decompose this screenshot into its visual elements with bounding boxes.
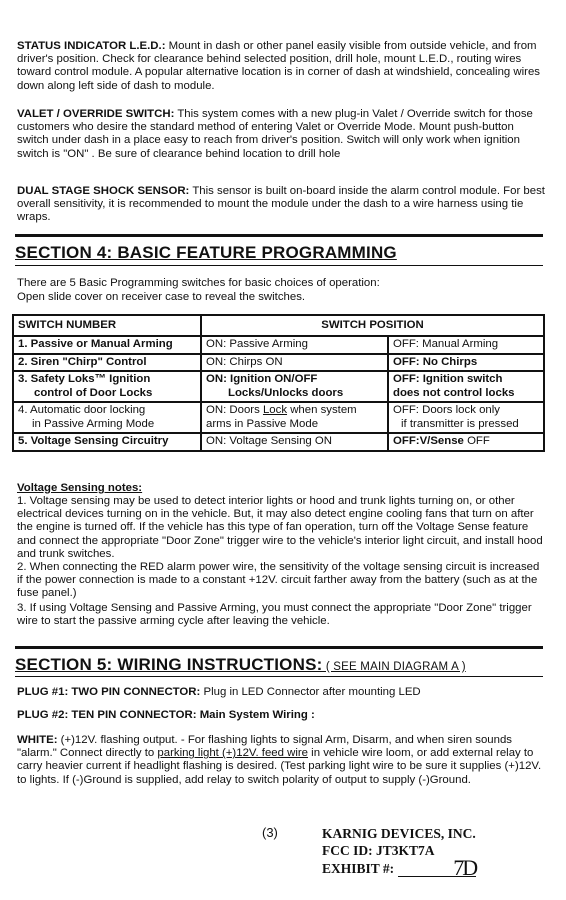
table-row <box>13 433 544 451</box>
company-block <box>322 825 477 880</box>
plug1-lead: PLUG #1: TWO PIN CONNECTOR: <box>17 686 201 698</box>
row2-number: 2. Siren "Chirp" Control <box>13 354 201 372</box>
valet-switch-text: This system comes with a new plug-in Valet / Override switch for those customers who desire the standard method of entering Valet or Override Mode. Mount push-button switch under dash in a place easy to reach from driver's position. Switch will only work when ignition switch is "ON" . Be sure of clearance behind location to drill hole <box>17 108 533 160</box>
page-number: (3) <box>262 825 278 840</box>
section4-bottom-rule <box>15 265 543 266</box>
row1-on: ON: Passive Arming <box>201 336 388 354</box>
row3-number <box>13 371 201 402</box>
status-led-paragraph <box>17 40 547 93</box>
table-row <box>13 371 544 402</box>
status-led-text: Mount in dash or other panel easily visible from outside vehicle, and from driver's position. Check for clearance behind selected position, drill hole, mount L.E.D., routing wires toward control module. A popular alternative location is in corner of dash at windshield, concealing wires down along left side of dash to module. <box>17 40 540 92</box>
white-wire-text2: in vehicle wire loom, or add external relay to carry heavier current if headlight flashing is desired. (Test parking light wire to be sure it supplies (+)12V. to lights. If (-)Ground is supplied, add relay to switch polarity of output to supply (-)Ground. <box>17 747 542 786</box>
row4-off-line1: OFF: Doors lock only <box>393 404 500 416</box>
exhibit-handwritten: 7D <box>453 855 477 880</box>
row4-number-line2: in Passive Arming Mode <box>32 417 155 430</box>
white-wire-underlined: parking light (+)12V. feed wire <box>157 747 308 760</box>
col-switch-number: SWITCH NUMBER <box>13 315 201 336</box>
row3-on <box>201 371 388 402</box>
section5-note: ( SEE MAIN DIAGRAM A ) <box>322 661 466 673</box>
table-row <box>13 336 544 354</box>
row3-number-line2: control of Door Locks <box>34 386 153 399</box>
row2-off: OFF: No Chirps <box>388 354 544 372</box>
row4-on-c: when system <box>287 404 357 416</box>
section4-top-rule <box>15 234 543 237</box>
section5-title: SECTION 5: WIRING INSTRUCTIONS: <box>15 655 323 674</box>
valet-switch-lead: VALET / OVERRIDE SWITCH: <box>17 108 175 120</box>
row2-on: ON: Chirps ON <box>201 354 388 372</box>
row3-number-line1: 3. Safety Loks™ Ignition <box>18 373 151 385</box>
row4-off-line2: if transmitter is pressed <box>401 417 519 430</box>
exhibit-line <box>322 855 477 880</box>
row1-off: OFF: Manual Arming <box>388 336 544 354</box>
valet-switch-paragraph <box>17 108 547 161</box>
row5-on: ON: Voltage Sensing ON <box>201 433 388 451</box>
switch-table-header <box>13 315 544 336</box>
row4-on-line1 <box>206 404 383 418</box>
col-switch-position: SWITCH POSITION <box>201 315 544 336</box>
white-wire-lead: WHITE: <box>17 734 58 746</box>
status-led-lead: STATUS INDICATOR L.E.D.: <box>17 40 166 52</box>
row4-off <box>388 402 544 433</box>
row1-number: 1. Passive or Manual Arming <box>13 336 201 354</box>
row3-off <box>388 371 544 402</box>
row3-off-line2: does not control locks <box>393 386 515 399</box>
voltage-note-1: 1. Voltage sensing may be used to detect interior lights or hood and trunk lights turning on, or other electrical devices turning on in the vehicle. But, it may also detect engine cooling fans that turn on after the engine is turned off. If the vehicle has this type of fan operation, turn off the Voltage Sense feature and connect the appropriate "Door Zone" trigger wire to the vehicle's interior light circuit, and install hood and trunk switches. <box>17 495 543 560</box>
row4-on <box>201 402 388 433</box>
section5-heading <box>15 655 541 675</box>
exhibit-label: EXHIBIT #: <box>322 861 395 876</box>
white-wire-paragraph <box>17 734 547 787</box>
voltage-notes-heading: Voltage Sensing notes: <box>17 482 143 494</box>
company-name: KARNIG DEVICES, INC. <box>322 826 476 841</box>
switch-table <box>12 314 545 452</box>
section4-intro-2: Open slide cover on receiver case to reveal the switches. <box>17 291 306 303</box>
row5-number: 5. Voltage Sensing Circuitry <box>13 433 201 451</box>
row4-number-line1: 4. Automatic door locking <box>18 404 146 416</box>
row3-on-line2: Locks/Unlocks doors <box>228 386 344 399</box>
section4-heading: SECTION 4: BASIC FEATURE PROGRAMMING <box>15 243 397 262</box>
plug2-lead: PLUG #2: TEN PIN CONNECTOR: <box>17 709 197 721</box>
plug2-text: Main System Wiring : <box>196 709 315 721</box>
row4-on-line2: arms in Passive Mode <box>206 417 319 430</box>
section5-bottom-rule <box>15 676 543 677</box>
plug1-text: Plug in LED Connector after mounting LED <box>200 686 421 698</box>
row4-on-a: ON: Doors <box>206 404 263 416</box>
plug1-paragraph <box>17 686 547 699</box>
fcc-id: FCC ID: JT3KT7A <box>322 843 435 858</box>
row4-number <box>13 402 201 433</box>
row5-off-b: OFF <box>463 435 490 447</box>
table-row <box>13 354 544 372</box>
row3-off-line1: OFF: Ignition switch <box>393 373 503 385</box>
white-wire-text1: (+)12V. flashing output. - For flashing lights to signal Arm, Disarm, and when siren sounds "alarm." Connect directly to <box>17 734 512 760</box>
row5-off-a: OFF:V/Sense <box>393 435 464 447</box>
row5-off <box>388 433 544 451</box>
shock-sensor-text: This sensor is built on-board inside the alarm control module. For best overall sensitivity, it is recommended to mount the module under the dash to a wire harness using tie wraps. <box>17 185 545 224</box>
section4-intro-1: There are 5 Basic Programming switches for basic choices of operation: <box>17 277 380 289</box>
shock-sensor-lead: DUAL STAGE SHOCK SENSOR: <box>17 185 190 197</box>
exhibit-field <box>398 855 477 880</box>
voltage-note-3: 3. If using Voltage Sensing and Passive Arming, you must connect the appropriate "Door Zone" trigger wire to start the passive arming cycle after leaving the vehicle. <box>17 602 532 628</box>
voltage-note-2: 2. When connecting the RED alarm power wire, the sensitivity of the voltage sensing circuit is increased if the power connection is made to a constant +12V. circuit farther away from the battery (such as at the fuse panel.) <box>17 561 540 600</box>
shock-sensor-paragraph <box>17 185 547 225</box>
section5-top-rule <box>15 646 543 649</box>
row3-on-line1: ON: Ignition ON/OFF <box>206 373 318 385</box>
plug2-paragraph <box>17 709 547 722</box>
table-row <box>13 402 544 433</box>
row4-on-lock: Lock <box>262 404 288 416</box>
